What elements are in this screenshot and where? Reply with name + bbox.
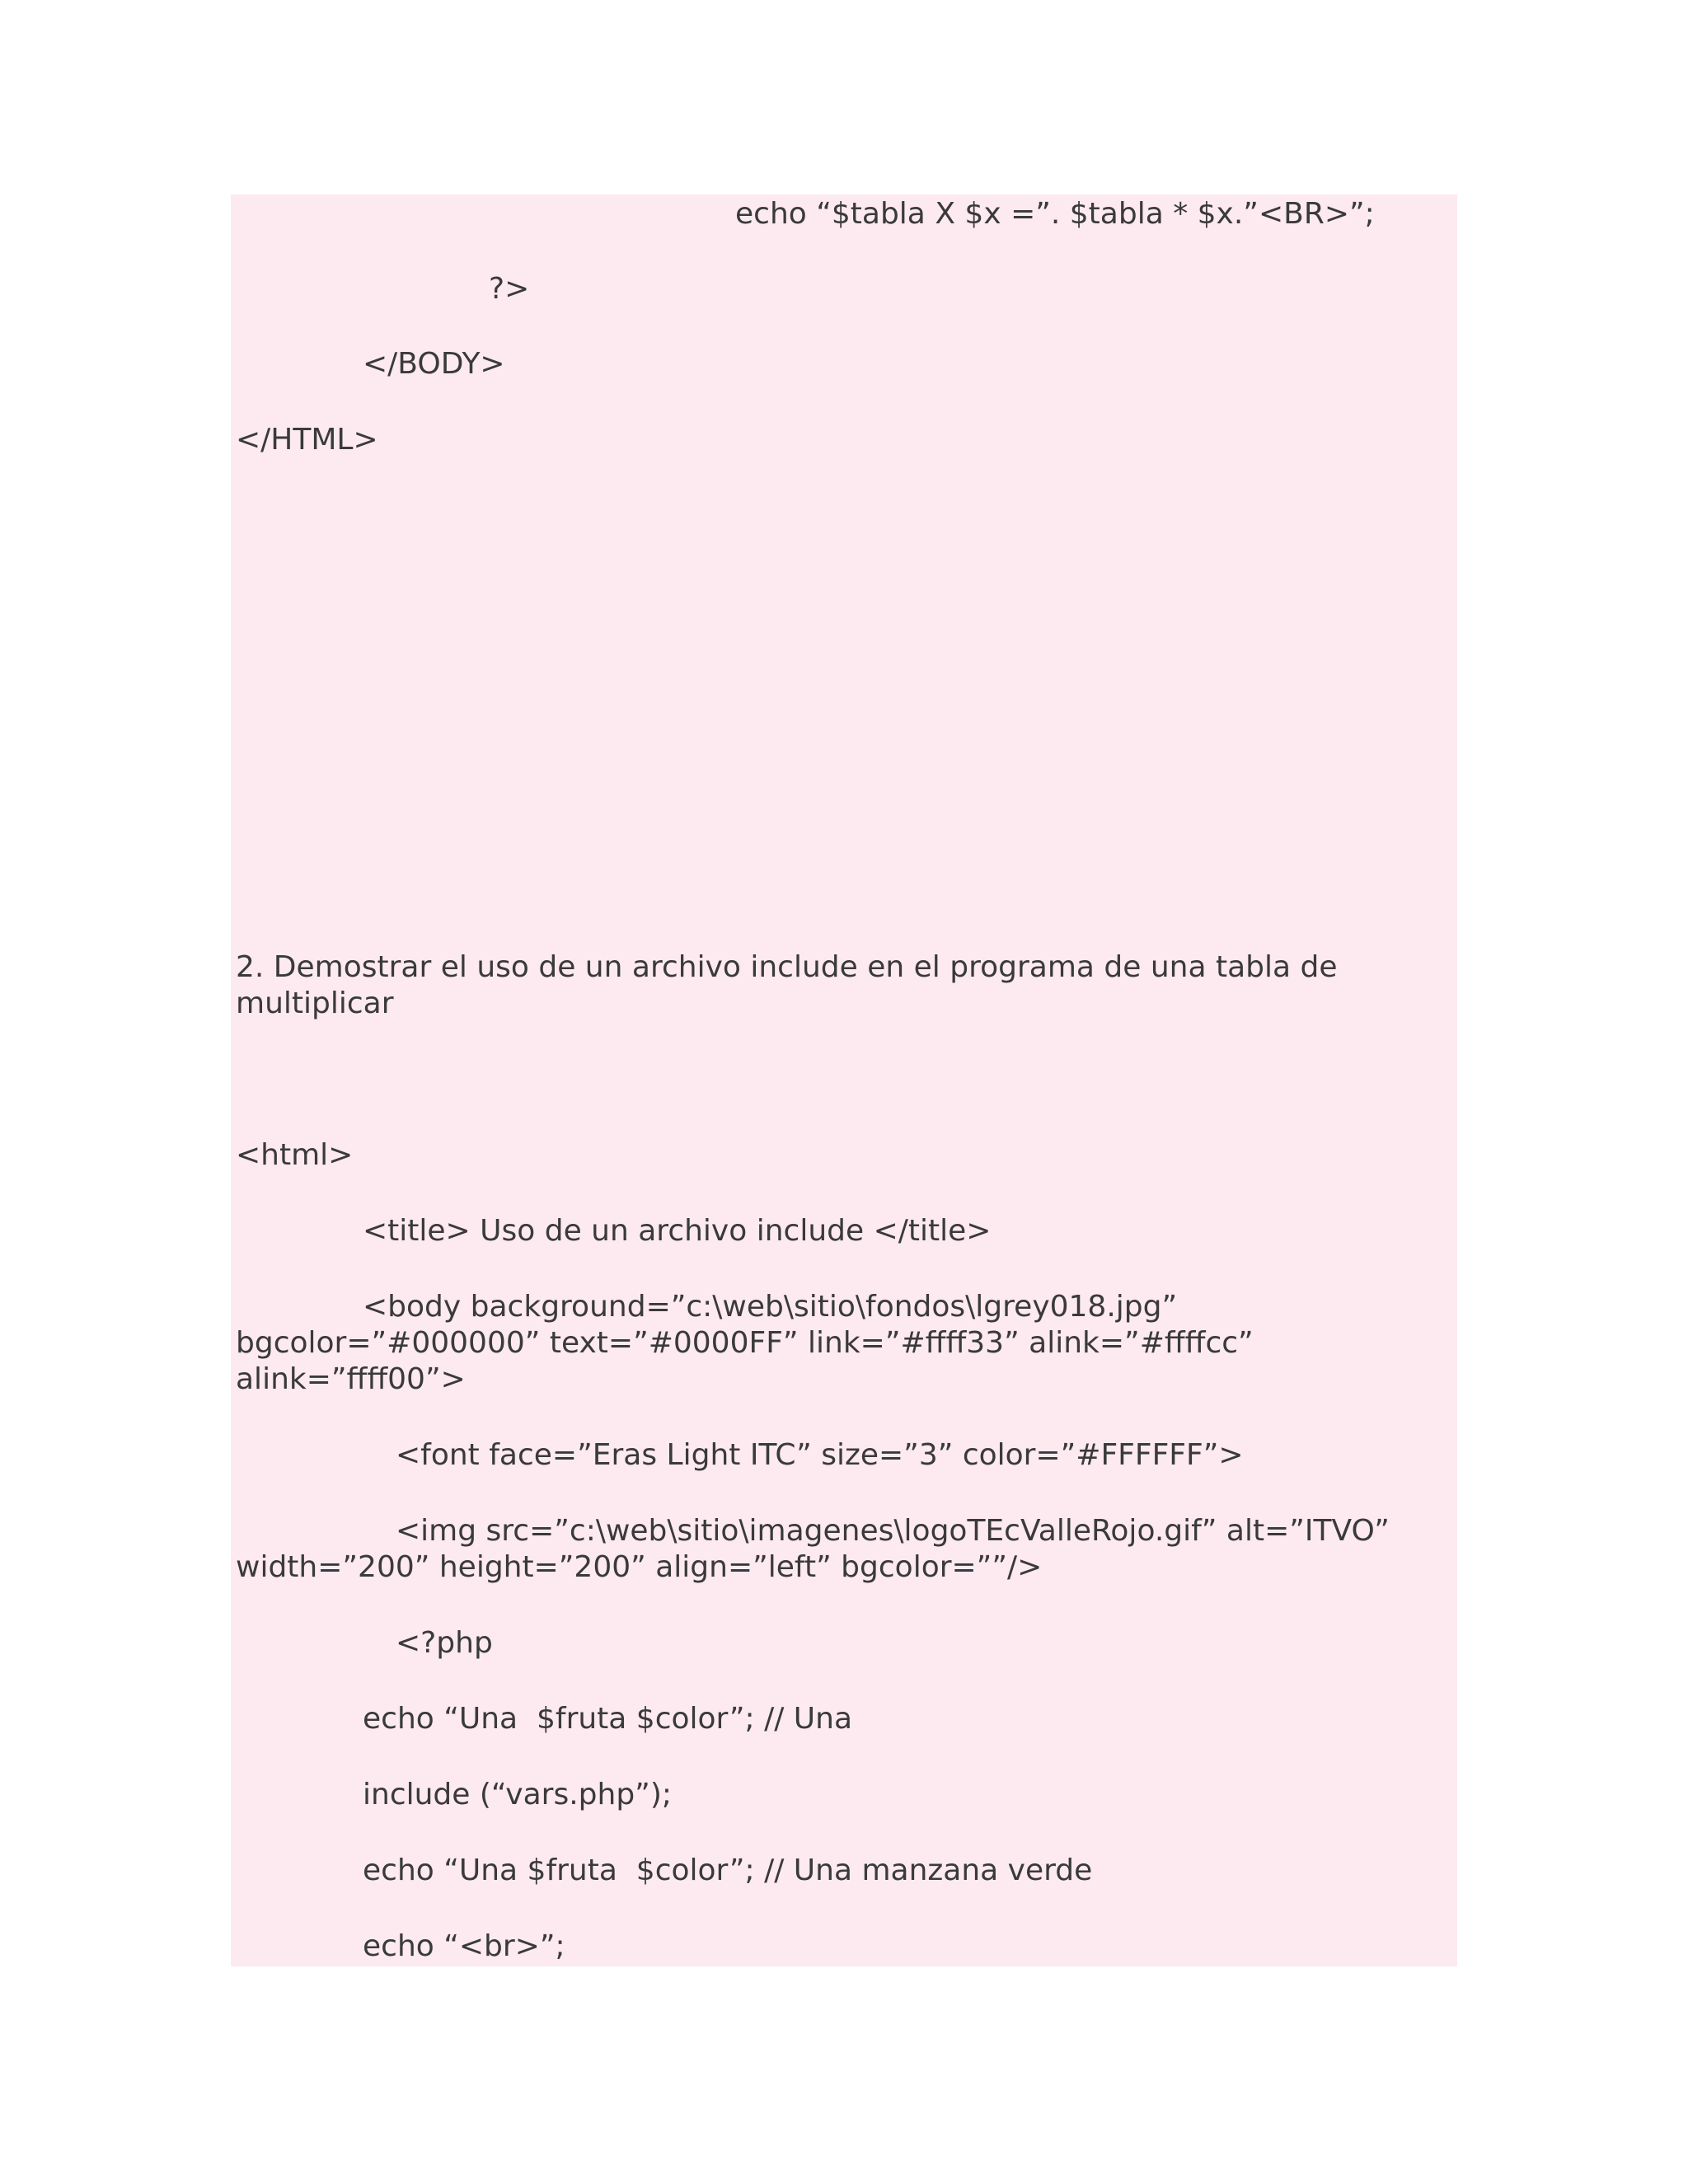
- code-line-body-close: </BODY>: [363, 347, 505, 381]
- code-line-echo-br: echo “<br>”;: [363, 1929, 565, 1963]
- code-line-echo-una: echo “Una $fruta $color”; // Una: [363, 1702, 853, 1736]
- exercise-heading: 2. Demostrar el uso de un archivo include en el programa de una tabla de multiplicar: [236, 950, 1338, 1020]
- code-line-title: <title> Uso de un archivo include </title>: [363, 1214, 992, 1248]
- code-line-echo-tabla: echo “$tabla X $x =”. $tabla * $x.”<BR>”;: [735, 197, 1375, 231]
- code-line-echo-manzana: echo “Una $fruta $color”; // Una manzana verde: [363, 1854, 1093, 1887]
- code-line-html-open: <html>: [236, 1138, 354, 1172]
- code-line-font: <font face=”Eras Light ITC” size=”3” color=”#FFFFFF”>: [396, 1438, 1244, 1472]
- code-line-html-close: </HTML>: [236, 423, 378, 457]
- code-line-body-open: <body background=”c:\web\sitio\fondos\lgrey018.jpg” bgcolor=”#000000” text=”#0000FF” link=”#ffff33” alink=”#ffffcc” alink=”ffff00”>: [236, 1290, 1254, 1396]
- document-content-block: [231, 194, 1457, 1966]
- code-line-php-close: ?>: [489, 272, 530, 306]
- code-line-include: include (“vars.php”);: [363, 1778, 672, 1811]
- code-line-php-open: <?php: [396, 1626, 493, 1660]
- code-line-img: <img src=”c:\web\sitio\imagenes\logoTEcValleRojo.gif” alt=”ITVO” width=”200” height=”200” align=”left” bgcolor=””/>: [236, 1514, 1390, 1584]
